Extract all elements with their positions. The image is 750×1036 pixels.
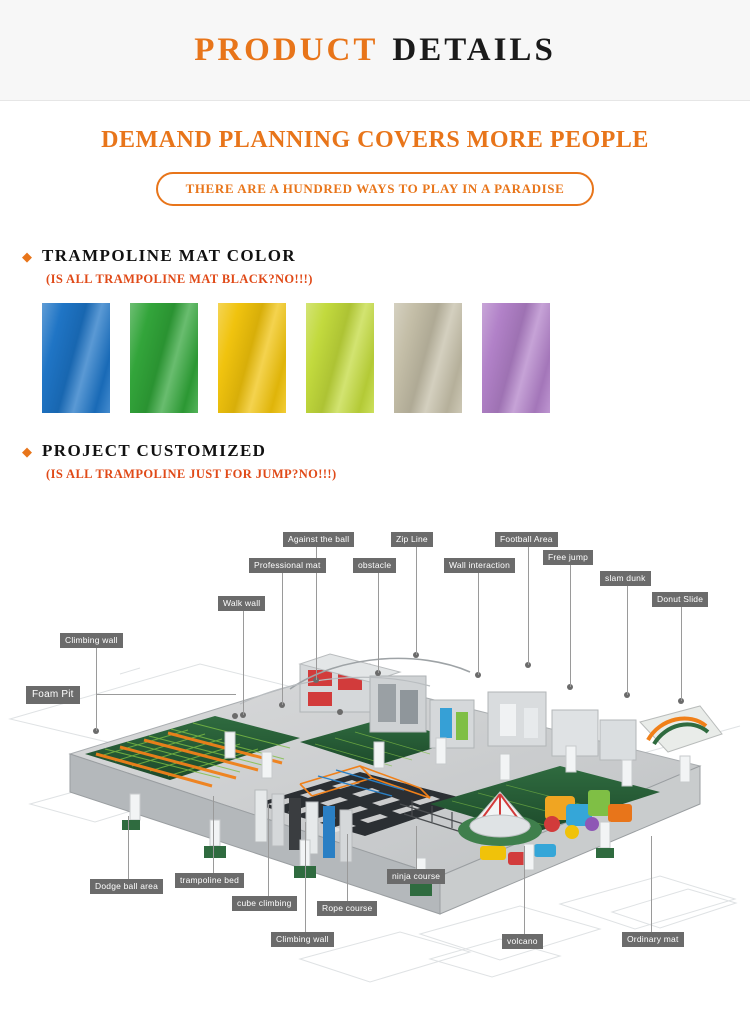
page-header	[0, 0, 750, 101]
leader-line	[416, 544, 417, 655]
leader-line	[651, 836, 652, 932]
leader-line	[681, 604, 682, 701]
lime-mat-swatch	[306, 303, 374, 413]
park-label-against-the-ball: Against the ball	[283, 532, 354, 547]
yellow-mat-swatch	[218, 303, 286, 413]
leader-line	[282, 570, 283, 705]
page-title	[194, 32, 556, 69]
park-label-football-area: Football Area	[495, 532, 558, 547]
leader-line	[528, 544, 529, 665]
park-label-climbing-wall-bottom: Climbing wall	[271, 932, 334, 947]
leader-line	[96, 694, 236, 695]
section-1-note: (IS ALL TRAMPOLINE MAT BLACK?NO!!!)	[46, 272, 313, 286]
leader-line	[478, 570, 479, 675]
park-label-foam-pit: Foam Pit	[26, 686, 80, 704]
leader-line	[128, 816, 129, 879]
blue-mat-swatch	[42, 303, 110, 413]
park-label-zip-line: Zip Line	[391, 532, 433, 547]
mat-color-swatches	[42, 303, 750, 413]
intro-subtitle: DEMAND PLANNING COVERS MORE PEOPLE	[101, 127, 649, 153]
leader-line	[96, 645, 97, 731]
park-label-donut-slide: Donut Slide	[652, 592, 708, 607]
section-trampoline-mat-color	[0, 246, 750, 413]
park-label-rope-course: Rope course	[317, 901, 377, 916]
intro-block	[0, 101, 750, 206]
park-label-ninja-course: ninja course	[387, 869, 445, 884]
park-label-trampoline-bed: trampoline bed	[175, 873, 244, 888]
trampoline-park-diagram	[0, 504, 750, 1024]
park-label-volcano: volcano	[502, 934, 543, 949]
section-2-title: PROJECT CUSTOMIZED	[42, 441, 267, 460]
park-label-wall-interaction: Wall interaction	[444, 558, 515, 573]
section-project-customized	[0, 441, 750, 482]
section-1-title: TRAMPOLINE MAT COLOR	[42, 246, 297, 265]
leader-line	[570, 562, 571, 687]
purple-mat-swatch	[482, 303, 550, 413]
park-label-obstacle: obstacle	[353, 558, 396, 573]
park-label-walk-wall: Walk wall	[218, 596, 265, 611]
leader-line	[213, 796, 214, 873]
intro-pill-banner: THERE ARE A HUNDRED WAYS TO PLAY IN A PARADISE	[156, 172, 595, 206]
section-2-note: (IS ALL TRAMPOLINE JUST FOR JUMP?NO!!!)	[46, 467, 337, 481]
leader-line	[378, 570, 379, 673]
leader-line	[243, 608, 244, 715]
park-label-ordinary-mat: Ordinary mat	[622, 932, 684, 947]
section-1-heading	[22, 246, 750, 266]
leader-line	[347, 834, 348, 901]
page-title-product: PRODUCT	[194, 31, 379, 68]
section-2-heading	[22, 441, 750, 461]
leader-line	[305, 822, 306, 932]
khaki-mat-swatch	[394, 303, 462, 413]
park-label-cube-climbing: cube climbing	[232, 896, 297, 911]
park-label-free-jump: Free jump	[543, 550, 593, 565]
leader-line	[416, 826, 417, 869]
park-label-slam-dunk: slam dunk	[600, 571, 651, 586]
park-label-climbing-wall-top: Climbing wall	[60, 633, 123, 648]
diamond-bullet-icon: ◆	[22, 248, 32, 264]
diamond-bullet-icon: ◆	[22, 443, 32, 459]
green-mat-swatch	[130, 303, 198, 413]
park-label-dodge-ball-area: Dodge ball area	[90, 879, 163, 894]
leader-line	[268, 804, 269, 896]
leader-line	[627, 583, 628, 695]
leader-line	[524, 846, 525, 934]
park-label-professional-mat: Professional mat	[249, 558, 326, 573]
page-title-details: DETAILS	[392, 31, 556, 68]
